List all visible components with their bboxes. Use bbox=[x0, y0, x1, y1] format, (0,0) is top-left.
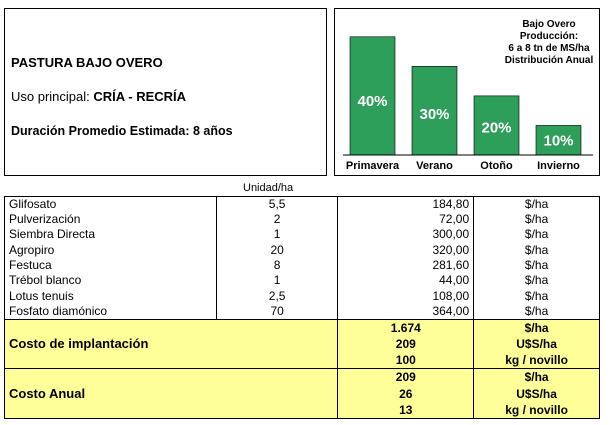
unit-cell: $/ha bbox=[474, 197, 600, 213]
cost-table-body bbox=[5, 197, 600, 419]
category-label: Verano bbox=[416, 160, 453, 172]
implantacion-unit: $/ha bbox=[474, 319, 600, 336]
item-cell: Glifosato bbox=[5, 197, 217, 213]
bar-value-label: 30% bbox=[419, 106, 450, 124]
unit-cell: $/ha bbox=[474, 258, 600, 273]
implantacion-unit: kg / novillo bbox=[474, 352, 600, 369]
cost-cell: 108,00 bbox=[338, 288, 474, 303]
chart-title-line: Distribución Anual bbox=[504, 55, 594, 66]
anual-value: 13 bbox=[338, 402, 474, 419]
anual-unit: $/ha bbox=[474, 369, 600, 386]
unit-cell: $/ha bbox=[474, 212, 600, 227]
qty-cell: 70 bbox=[216, 304, 338, 320]
empty-cell bbox=[216, 352, 338, 369]
item-cell: Fosfato diamónico bbox=[5, 304, 217, 320]
anual-unit: U$S/ha bbox=[474, 385, 600, 402]
item-cell: Lotus tenuis bbox=[5, 288, 217, 303]
bar-value-label: 40% bbox=[357, 92, 388, 110]
item-cell: Trébol blanco bbox=[5, 273, 217, 288]
pastura-title: PASTURA BAJO OVERO bbox=[11, 55, 163, 70]
implantacion-value: 1.674 bbox=[338, 319, 474, 336]
uso-label: Uso principal: bbox=[11, 89, 94, 104]
empty-cell bbox=[216, 385, 338, 402]
anual-row bbox=[5, 385, 600, 402]
qty-cell: 1 bbox=[216, 273, 338, 288]
anual-value: 26 bbox=[338, 385, 474, 402]
unit-cell: $/ha bbox=[474, 243, 600, 258]
unit-cell: $/ha bbox=[474, 304, 600, 320]
unit-header: Unidad/ha bbox=[243, 182, 294, 194]
qty-cell: 2,5 bbox=[216, 288, 338, 303]
anual-row bbox=[5, 402, 600, 419]
item-cell: Pulverización bbox=[5, 212, 217, 227]
item-cell: Agropiro bbox=[5, 243, 217, 258]
implantacion-value: 100 bbox=[338, 352, 474, 369]
cost-cell: 320,00 bbox=[338, 243, 474, 258]
category-label: Primavera bbox=[345, 160, 400, 172]
qty-cell: 2 bbox=[216, 212, 338, 227]
cost-cell: 281,60 bbox=[338, 258, 474, 273]
anual-unit: kg / novillo bbox=[474, 402, 600, 419]
implantacion-value: 209 bbox=[338, 336, 474, 353]
table-row bbox=[5, 212, 600, 227]
empty-cell bbox=[216, 402, 338, 419]
item-cell: Festuca bbox=[5, 258, 217, 273]
table-row bbox=[5, 273, 600, 288]
table-row bbox=[5, 243, 600, 258]
anual-value: 209 bbox=[338, 369, 474, 386]
table-row bbox=[5, 258, 600, 273]
uso-value: CRÍA - RECRÍA bbox=[93, 89, 187, 104]
table-row bbox=[5, 304, 600, 320]
implantacion-row bbox=[5, 336, 600, 353]
unit-cell: $/ha bbox=[474, 288, 600, 303]
anual-label: Costo Anual bbox=[5, 385, 217, 402]
bar-value-label: 20% bbox=[481, 119, 512, 137]
anual-label bbox=[5, 402, 217, 419]
category-label: Otoño bbox=[480, 160, 513, 172]
table-row bbox=[5, 227, 600, 242]
cost-cell: 184,80 bbox=[338, 197, 474, 213]
uso-principal bbox=[11, 89, 186, 104]
unit-cell: $/ha bbox=[474, 273, 600, 288]
chart-title-line: Bajo Overo bbox=[522, 19, 576, 30]
unit-cell: $/ha bbox=[474, 227, 600, 242]
category-label: Invierno bbox=[537, 160, 580, 172]
cost-cell: 300,00 bbox=[338, 227, 474, 242]
cost-table bbox=[4, 196, 600, 419]
empty-cell bbox=[216, 336, 338, 353]
chart-box bbox=[334, 8, 600, 176]
table-row bbox=[5, 288, 600, 303]
chart-title-line: Producción: bbox=[519, 31, 579, 42]
info-box bbox=[4, 8, 327, 176]
cost-cell: 72,00 bbox=[338, 212, 474, 227]
implantacion-row bbox=[5, 319, 600, 336]
anual-row bbox=[5, 369, 600, 386]
empty-cell bbox=[216, 369, 338, 386]
item-cell: Siembra Directa bbox=[5, 227, 217, 242]
empty-cell bbox=[216, 319, 338, 336]
qty-cell: 5,5 bbox=[216, 197, 338, 213]
qty-cell: 8 bbox=[216, 258, 338, 273]
implantacion-row bbox=[5, 352, 600, 369]
production-chart bbox=[335, 9, 601, 177]
qty-cell: 20 bbox=[216, 243, 338, 258]
bar-value-label: 10% bbox=[543, 132, 574, 150]
duracion-estimada: Duración Promedio Estimada: 8 años bbox=[11, 124, 233, 138]
implantacion-label bbox=[5, 319, 217, 336]
cost-cell: 364,00 bbox=[338, 304, 474, 320]
table-row bbox=[5, 197, 600, 213]
cost-cell: 44,00 bbox=[338, 273, 474, 288]
implantacion-label bbox=[5, 352, 217, 369]
qty-cell: 1 bbox=[216, 227, 338, 242]
anual-label bbox=[5, 369, 217, 386]
chart-title-line: 6 a 8 tn de MS/ha bbox=[508, 43, 590, 54]
implantacion-label: Costo de implantación bbox=[5, 336, 217, 353]
implantacion-unit: U$S/ha bbox=[474, 336, 600, 353]
